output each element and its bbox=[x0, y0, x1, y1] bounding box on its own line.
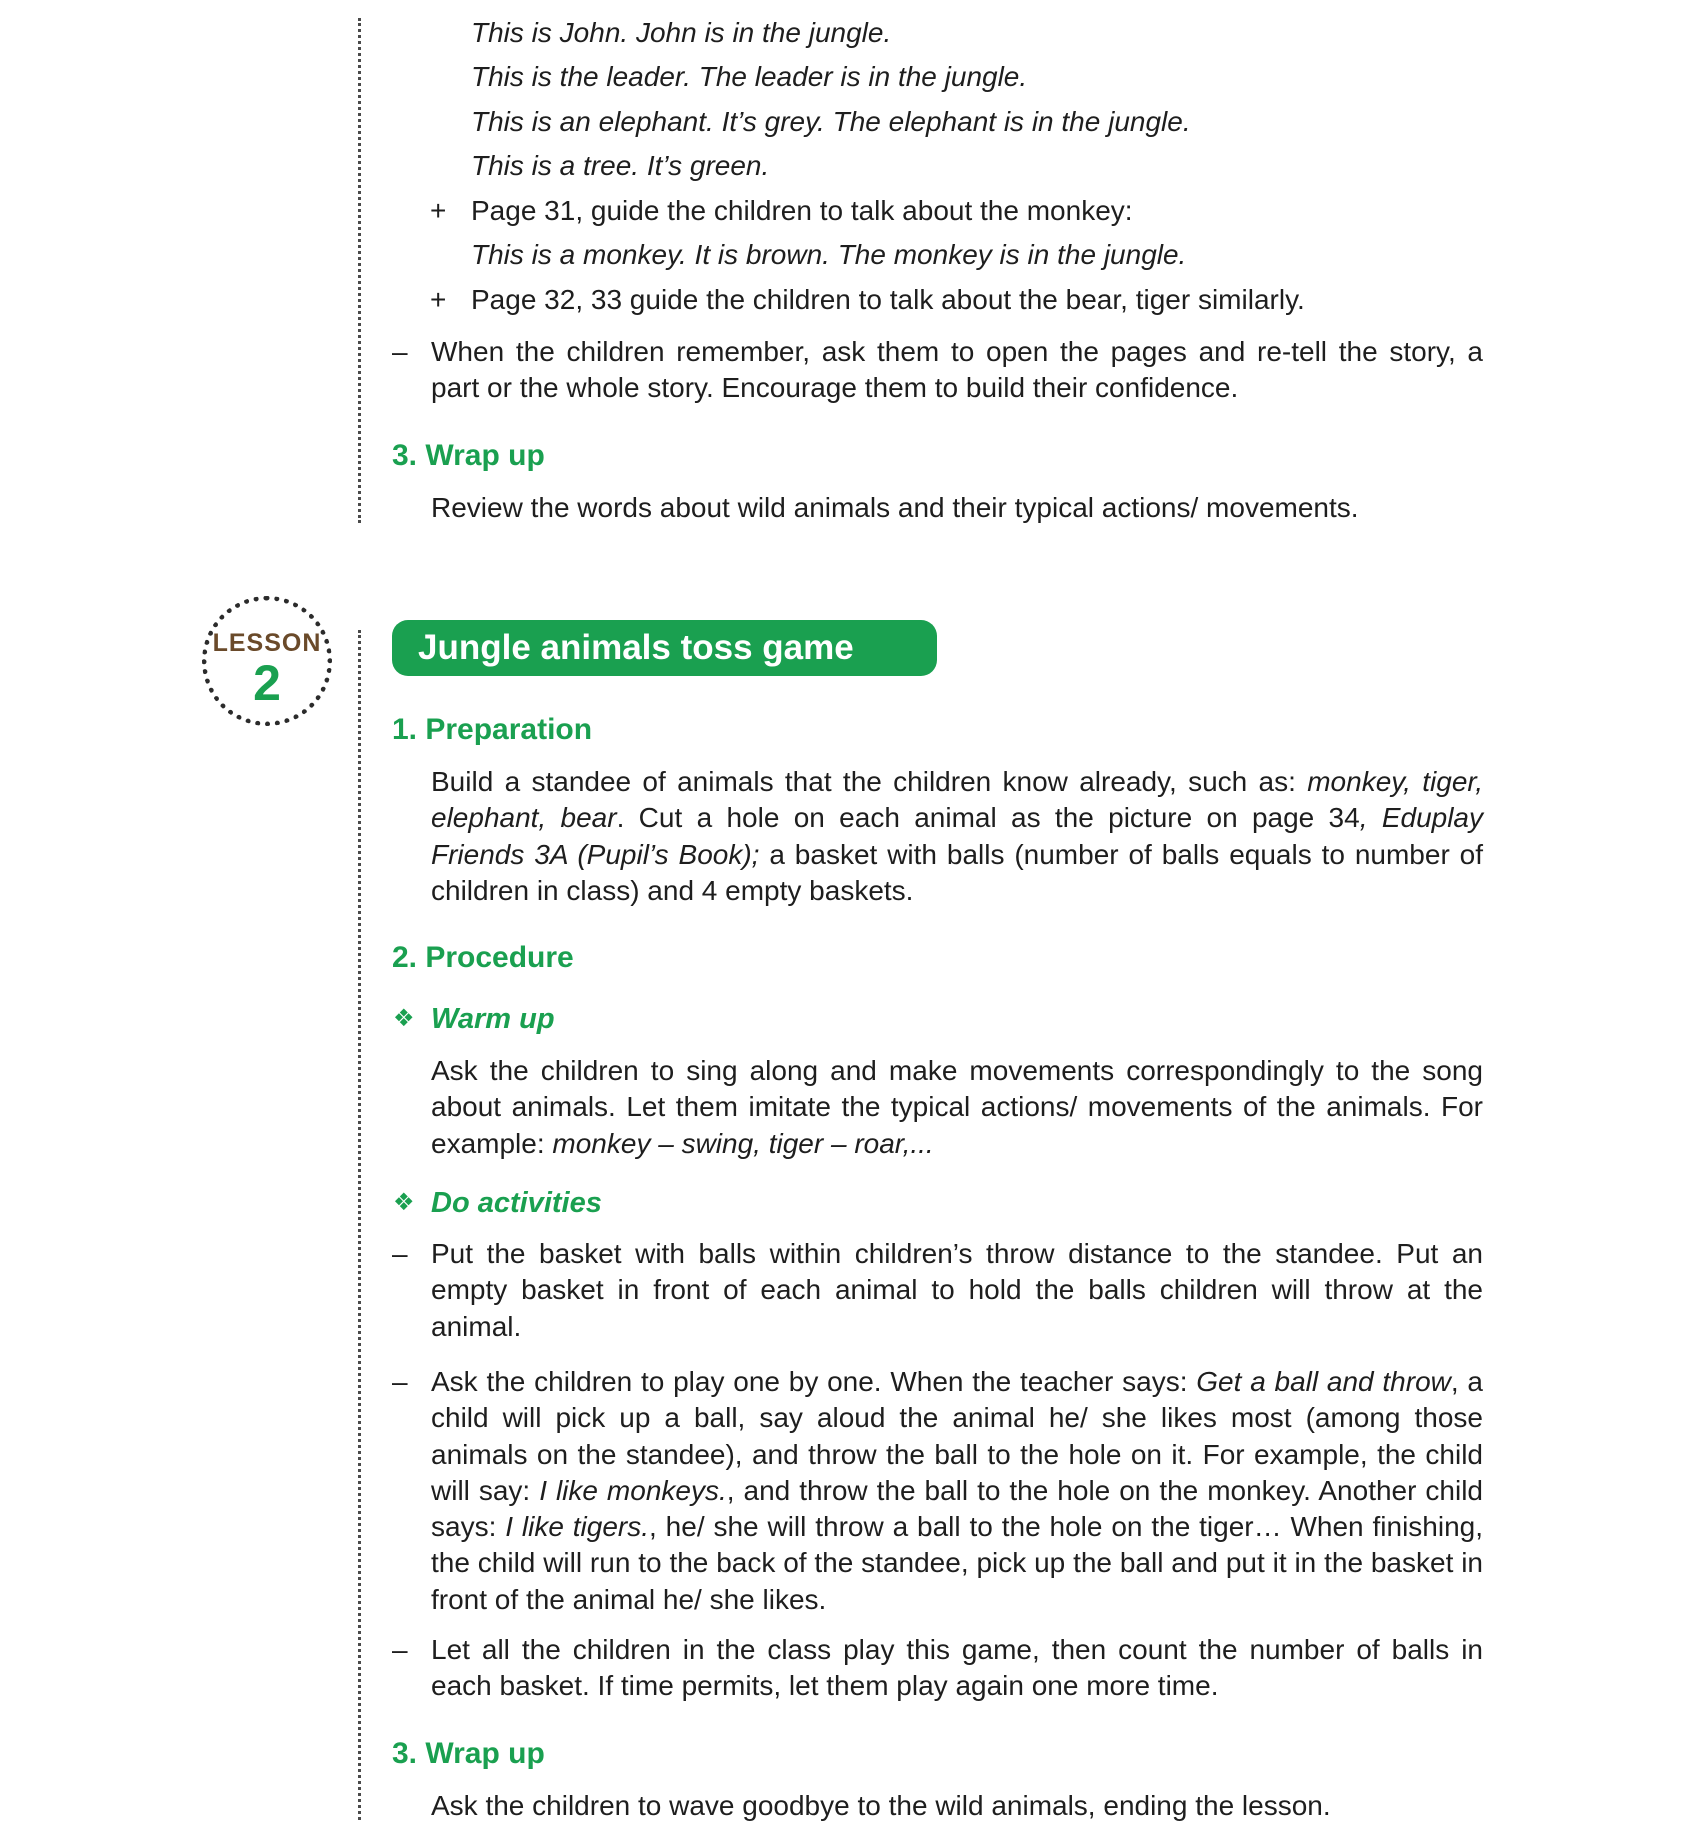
preparation-heading: 1. Preparation bbox=[392, 713, 593, 746]
diamond-bullet-icon: ❖ bbox=[393, 1189, 415, 1216]
margin-dotted-line-top bbox=[358, 18, 361, 523]
plus-bullet: + bbox=[430, 284, 447, 315]
activity-2 bbox=[431, 1364, 1483, 1618]
activity2-text-1: Ask the children to play one by one. When the teacher says: bbox=[431, 1366, 1197, 1397]
activity2-text-3: , and throw the ball to the hole on the monkey. Another child says: bbox=[431, 1474, 1484, 1543]
lesson-wrapup-heading: 3. Wrap up bbox=[392, 1737, 545, 1770]
page32-instruction: Page 32, 33 guide the children to talk about the bear, tiger similarly. bbox=[471, 284, 1305, 315]
dash-bullet: – bbox=[392, 336, 408, 367]
procedure-heading: 2. Procedure bbox=[392, 941, 574, 974]
do-activities-heading: Do activities bbox=[431, 1187, 602, 1219]
lesson-badge-number: 2 bbox=[253, 655, 281, 711]
prep-text-1: Build a standee of animals that the children know already, such as: bbox=[431, 766, 1308, 797]
prep-text-2: . Cut a hole on each animal as the picture on page 34 bbox=[616, 802, 1360, 834]
prep-book-title: , Eduplay Friends 3A (Pupil’s Book); bbox=[431, 802, 1484, 870]
plus-bullet: + bbox=[430, 195, 447, 226]
dash-bullet: – bbox=[392, 1238, 408, 1269]
story-line-2: This is the leader. The leader is in the jungle. bbox=[471, 61, 1028, 92]
activity2-example-2: I like tigers. bbox=[505, 1511, 650, 1543]
story-line-3: This is an elephant. It’s grey. The elephant is in the jungle. bbox=[471, 106, 1191, 137]
story-line-4: This is a tree. It’s green. bbox=[471, 150, 770, 181]
retell-paragraph: When the children remember, ask them to open the pages and re-tell the story, a part or the whole story. Encourage them to build their confidence. bbox=[431, 336, 1483, 404]
warmup-text: Ask the children to sing along and make movements correspondingly to the song about animals. Let them imitate the typical actions/ movements of the animals. For example: bbox=[431, 1055, 1483, 1159]
page31-example: This is a monkey. It is brown. The monkey is in the jungle. bbox=[471, 239, 1187, 270]
lesson-badge bbox=[202, 596, 332, 726]
activity2-command: Get a ball and throw bbox=[1196, 1366, 1451, 1397]
prep-text-3: a basket with balls (number of balls equals to number of children in class) and 4 empty baskets. bbox=[431, 838, 1484, 906]
page31-instruction: Page 31, guide the children to talk about the monkey: bbox=[471, 195, 1133, 226]
activity2-text-2: , a child will pick up a ball, say aloud the animal he/ she likes most (among those animals on the standee), and throw the ball to the hole on it. For example, the child will say: bbox=[431, 1366, 1483, 1506]
margin-dotted-line-bottom bbox=[358, 630, 361, 1820]
lesson-wrapup-text: Ask the children to wave goodbye to the wild animals, ending the lesson. bbox=[431, 1790, 1331, 1821]
lesson-title: Jungle animals toss game bbox=[392, 620, 937, 676]
wrapup-text: Review the words about wild animals and their typical actions/ movements. bbox=[431, 492, 1359, 523]
activity-3: Let all the children in the class play this game, then count the number of balls in each basket. If time permits, let them play again one more time. bbox=[431, 1634, 1483, 1702]
activity-1: Put the basket with balls within children’s throw distance to the standee. Put an empty basket in front of each animal to hold the balls children will throw at the animal. bbox=[431, 1238, 1483, 1342]
preparation-paragraph bbox=[431, 764, 1483, 909]
activity2-text-4: , he/ she will throw a ball to the hole on the tiger… When finishing, the child will run to the back of the standee, pick up the ball and put it in the basket in front of the animal he/ she likes. bbox=[431, 1511, 1484, 1615]
activity2-example-1: I like monkeys. bbox=[539, 1474, 727, 1506]
dash-bullet: – bbox=[392, 1634, 408, 1665]
diamond-bullet-icon: ❖ bbox=[393, 1005, 415, 1032]
warmup-paragraph bbox=[431, 1053, 1483, 1162]
story-line-1: This is John. John is in the jungle. bbox=[471, 17, 892, 48]
lesson-badge-label: LESSON bbox=[212, 629, 322, 657]
wrapup-heading: 3. Wrap up bbox=[392, 439, 545, 472]
warmup-heading: Warm up bbox=[431, 1003, 555, 1035]
warmup-example: monkey – swing, tiger – roar,... bbox=[552, 1127, 934, 1159]
prep-animals-list: monkey, tiger, elephant, bear bbox=[431, 766, 1483, 834]
dash-bullet: – bbox=[392, 1366, 408, 1397]
